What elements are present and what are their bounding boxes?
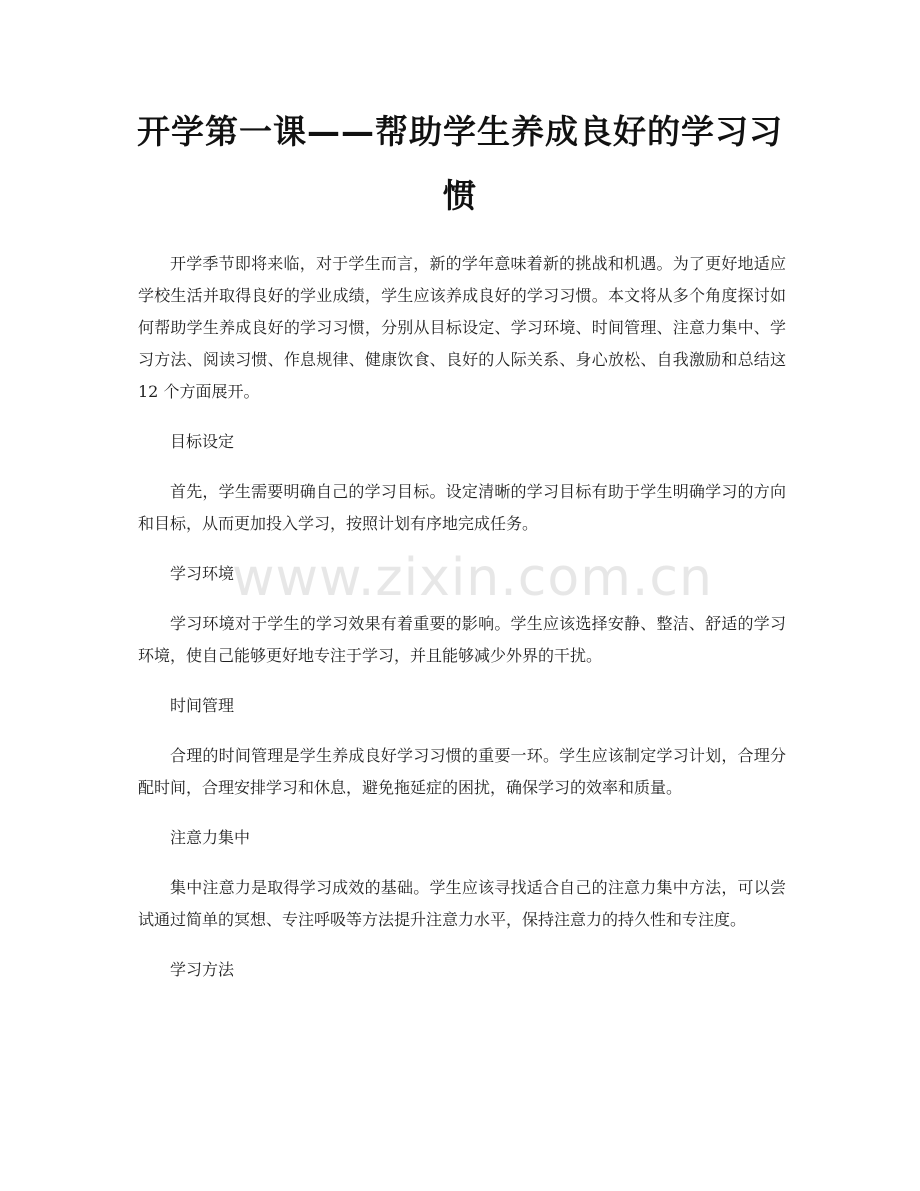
document-title: 开学第一课——帮助学生养成良好的学习习惯 xyxy=(137,112,783,215)
intro-paragraph: 开学季节即将来临，对于学生而言，新的学年意味着新的挑战和机遇。为了更好地适应学校生活并取得良好的学业成绩，学生应该养成良好的学习习惯。本文将从多个角度探讨如何帮助学生养成良好的学习习惯，分别从目标设定、学习环境、时间管理、注意力集中、学习方法、阅读习惯、作息规律、健康饮食、良好的人际关系、身心放松、自我激励和总结这 12 个方面展开。 xyxy=(138,254,786,401)
section-heading-time-management: 时间管理 xyxy=(170,696,235,715)
study-environment-paragraph: 学习环境对于学生的学习效果有着重要的影响。学生应该选择安静、整洁、舒适的学习环境，使自己能够更好地专注于学习，并且能够减少外界的干扰。 xyxy=(138,614,786,665)
section-heading-study-environment: 学习环境 xyxy=(170,564,235,583)
time-management-paragraph: 合理的时间管理是学生养成良好学习习惯的重要一环。学生应该制定学习计划，合理分配时间，合理安排学习和休息，避免拖延症的困扰，确保学习的效率和质量。 xyxy=(138,746,786,797)
section-heading-study-methods: 学习方法 xyxy=(170,960,235,979)
document-body xyxy=(138,248,786,1004)
section-heading-concentration: 注意力集中 xyxy=(170,828,251,847)
concentration-paragraph: 集中注意力是取得学习成效的基础。学生应该寻找适合自己的注意力集中方法，可以尝试通过简单的冥想、专注呼吸等方法提升注意力水平，保持注意力的持久性和专注度。 xyxy=(138,878,786,929)
goal-setting-paragraph: 首先，学生需要明确自己的学习目标。设定清晰的学习目标有助于学生明确学习的方向和目标，从而更加投入学习，按照计划有序地完成任务。 xyxy=(138,482,786,533)
watermark-text: www.zixin.com.cn xyxy=(232,548,713,608)
section-heading-goal-setting: 目标设定 xyxy=(170,432,235,451)
